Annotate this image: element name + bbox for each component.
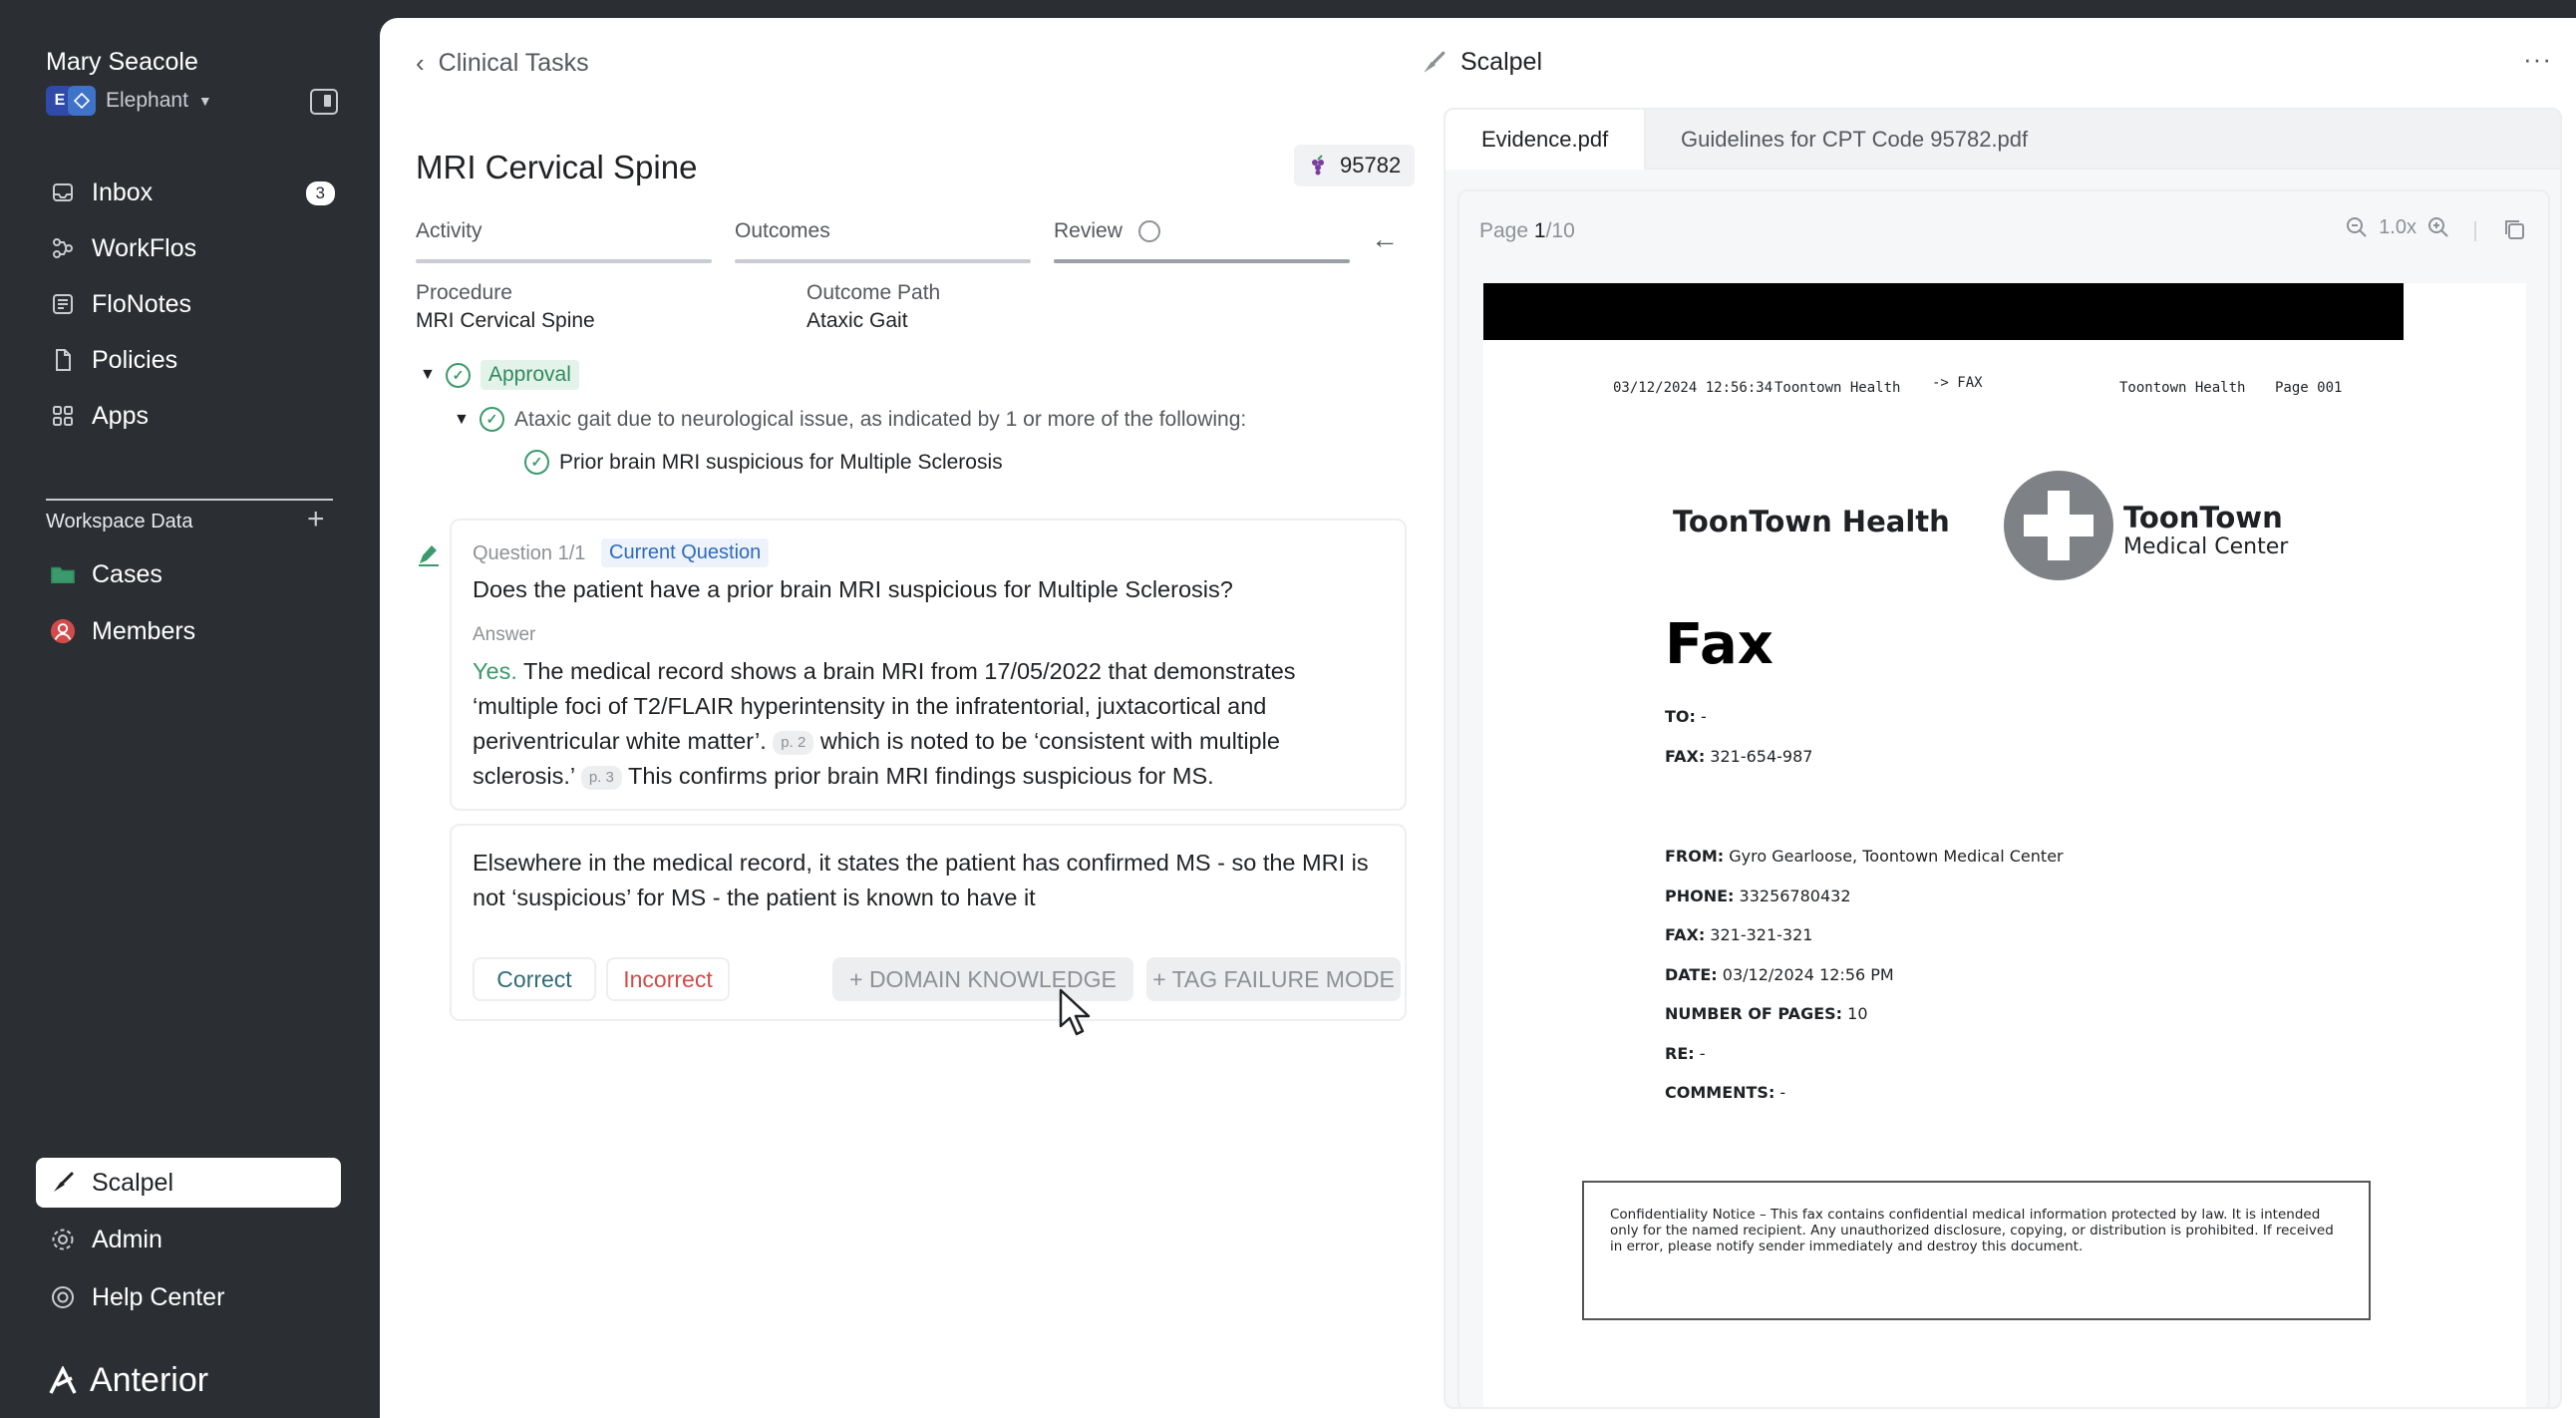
correct-button[interactable]: Correct (473, 957, 596, 1001)
back-to-clinical-tasks[interactable] (416, 48, 589, 79)
page-indicator (1479, 219, 1575, 243)
field-value: Gyro Gearloose, Toontown Medical Center (1724, 847, 2064, 866)
page-reference-2[interactable]: p. 2 (773, 731, 813, 755)
redaction-bar (1483, 283, 2404, 340)
inbox-count-badge: 3 (306, 181, 335, 205)
sidebar-item-label: Members (92, 616, 196, 645)
answer-part-3: This confirms prior brain MRI findings suspicious for MS. (621, 763, 1214, 789)
sidebar-item-flonotes[interactable] (36, 279, 341, 329)
workspace-data-heading: Workspace Data (46, 511, 193, 532)
answer-yes: Yes. (473, 658, 517, 684)
notes-icon (50, 291, 76, 317)
sidebar-item-help[interactable] (36, 1272, 341, 1322)
tab-review-label: Review (1054, 219, 1123, 242)
field-label: TO: (1665, 707, 1696, 726)
fax-field-to (1665, 707, 1707, 726)
chevron-left-icon: ‹ (416, 48, 425, 78)
triangle-down-icon: ▼ (420, 366, 436, 383)
collapse-sidebar-icon[interactable] (310, 89, 338, 115)
medical-center-logo-line2: Medical Center (2123, 534, 2289, 559)
gear-icon (50, 1227, 76, 1252)
field-label: FROM: (1665, 847, 1725, 866)
answer-text (473, 654, 1370, 794)
field-label: FAX: (1665, 925, 1706, 944)
sidebar-item-label: Scalpel (92, 1168, 173, 1197)
question-text: Does the patient have a prior brain MRI suspicious for Multiple Sclerosis? (473, 576, 1233, 602)
field-value: 03/12/2024 12:56 PM (1717, 965, 1894, 984)
fax-field-fax-2 (1665, 925, 1812, 944)
criterion-text: Ataxic gait due to neurological issue, as indicated by 1 or more of the following: (514, 407, 1247, 431)
page-reference-3[interactable]: p. 3 (581, 766, 622, 790)
inbox-icon (50, 179, 76, 205)
workspace-name: Elephant (106, 89, 188, 112)
tab-review-underline (1054, 259, 1350, 263)
task-tabs (416, 219, 1413, 269)
sidebar-item-members[interactable] (36, 606, 341, 656)
incorrect-button[interactable]: Incorrect (606, 957, 730, 1001)
tab-activity[interactable]: Activity (416, 219, 483, 242)
answer-label: Answer (473, 624, 536, 645)
field-value: 321-321-321 (1705, 925, 1813, 944)
medical-center-logo-line1: ToonTown (2123, 501, 2283, 534)
feedback-text[interactable]: Elsewhere in the medical record, it states the patient has confirmed MS - so the MRI is not ‘suspicious’ for MS - the patient is known to have it (473, 850, 1369, 910)
tab-outcomes-underline (735, 259, 1031, 263)
page-prefix: Page (1479, 219, 1534, 242)
tab-activity-underline (416, 259, 712, 263)
sidebar-item-label: Help Center (92, 1282, 225, 1311)
check-circle-icon: ✓ (446, 363, 471, 388)
tree-criterion-row[interactable] (454, 407, 1246, 432)
tag-failure-mode-button[interactable]: + TAG FAILURE MODE (1146, 957, 1401, 1001)
arrow-left-icon[interactable]: ← (1371, 223, 1399, 254)
procedure-label: Procedure (416, 281, 512, 304)
answer-part-1: The medical record shows a brain MRI from 17/05/2022 that demonstrates ‘multiple foci of T2/FLAIR hyperintensity in the infratentorial, juxtacortical and periventricular white matter’. (473, 658, 1296, 754)
user-name: Mary Seacole (46, 48, 198, 76)
grapes-icon (1308, 155, 1330, 177)
field-label: RE: (1665, 1044, 1695, 1063)
field-value: - (1774, 1083, 1786, 1102)
zoom-controls (2345, 215, 2450, 239)
scalpel-icon (1421, 50, 1447, 76)
sidebar-item-scalpel[interactable] (36, 1158, 341, 1208)
document-icon (50, 347, 76, 373)
confidentiality-notice: Confidentiality Notice – This fax contains confidential medical information protected by law. It is intended only for the named recipient. Any unauthorized disclosure, copying, or distribution is prohibited. If received in error, please notify sender immediately and destroy this document. (1582, 1181, 2371, 1320)
field-value: 10 (1842, 1004, 1868, 1023)
approval-tag: Approval (481, 360, 579, 390)
fax-field-pages (1665, 1004, 1868, 1023)
page-title: MRI Cervical Spine (416, 149, 698, 185)
document-tabs (1446, 110, 2562, 170)
page-current: 1 (1533, 219, 1546, 242)
check-circle-icon: ✓ (480, 407, 504, 432)
cpt-code: 95782 (1340, 153, 1402, 177)
pdf-page (1483, 283, 2526, 1409)
triangle-down-icon: ▼ (454, 410, 470, 428)
app-title (1421, 48, 1542, 77)
folder-icon (50, 561, 76, 587)
progress-circle-icon (1138, 220, 1160, 242)
page-total: /10 (1545, 219, 1575, 242)
brand-logo (48, 1361, 208, 1400)
check-circle-icon: ✓ (524, 450, 549, 475)
zoom-in-icon[interactable] (2426, 215, 2450, 239)
workspace-badge-e: E (46, 86, 74, 116)
sidebar-item-label: Inbox (92, 177, 154, 206)
fax-field-date (1665, 965, 1894, 984)
field-label: FAX: (1665, 747, 1706, 766)
medical-cross-logo-icon (2004, 471, 2113, 580)
chevron-down-icon: ▼ (197, 93, 212, 109)
answer-part-2: which is noted to be ‘consistent with multiple sclerosis.’ (473, 728, 1280, 789)
field-value: 321-654-987 (1705, 747, 1813, 766)
field-value: - (1695, 707, 1707, 726)
fax-header-org-2: Toontown Health (2119, 380, 2246, 396)
anterior-logo-icon (48, 1366, 78, 1396)
section-divider (46, 499, 333, 501)
fax-header-datetime: 03/12/2024 12:56:34 (1613, 380, 1773, 396)
mouse-cursor-icon (1059, 988, 1101, 1038)
cpt-code-badge (1294, 145, 1415, 186)
fax-title: Fax (1665, 612, 1773, 677)
workflow-icon (50, 235, 76, 261)
members-icon (50, 618, 76, 644)
edit-pen-icon (416, 541, 442, 567)
sidebar-item-label: FloNotes (92, 289, 192, 318)
field-label: NUMBER OF PAGES: (1665, 1004, 1843, 1023)
sidebar-item-policies[interactable] (36, 335, 341, 385)
tab-guidelines-pdf[interactable]: Guidelines for CPT Code 95782.pdf (1681, 127, 2029, 152)
zoom-level: 1.0x (2379, 215, 2416, 238)
sidebar (0, 0, 380, 1418)
sidebar-item-admin[interactable] (36, 1215, 341, 1264)
sidebar-item-label: Apps (92, 401, 149, 430)
sidebar-item-label: Policies (92, 345, 178, 374)
current-question-tag: Current Question (601, 538, 769, 567)
brand-name: Anterior (90, 1361, 209, 1399)
toontown-health-logo: ToonTown Health (1673, 505, 1950, 538)
add-icon[interactable]: + (307, 503, 325, 535)
sidebar-item-inbox[interactable] (36, 168, 341, 217)
field-value: 33256780432 (1734, 886, 1851, 905)
fax-header-page: Page 001 (2275, 380, 2343, 396)
scalpel-icon (50, 1170, 76, 1196)
sidebar-item-label: Cases (92, 559, 162, 588)
toolbar-divider (2474, 221, 2476, 241)
outcome-path-value: Ataxic Gait (806, 309, 908, 332)
document-viewer (1444, 108, 2562, 1409)
field-value: - (1694, 1044, 1706, 1063)
copy-icon[interactable] (2502, 217, 2526, 241)
workspace-globe-icon (68, 86, 96, 116)
breadcrumb: Clinical Tasks (438, 49, 589, 77)
sidebar-item-label: Admin (92, 1225, 162, 1253)
tree-subcriterion-row[interactable] (524, 450, 1003, 475)
outcome-path-label: Outcome Path (806, 281, 941, 304)
field-label: PHONE: (1665, 886, 1735, 905)
fax-header-fax: -> FAX (1932, 375, 1983, 391)
question-card (450, 519, 1407, 811)
fax-field-phone (1665, 886, 1851, 905)
sidebar-item-workflos[interactable] (36, 223, 341, 273)
sidebar-item-apps[interactable] (36, 391, 341, 441)
workspace-avatar (46, 86, 96, 116)
fax-field-comments (1665, 1083, 1785, 1102)
pdf-viewport[interactable] (1457, 189, 2550, 1409)
field-label: COMMENTS: (1665, 1083, 1775, 1102)
tab-evidence-pdf[interactable]: Evidence.pdf (1446, 110, 1646, 170)
tab-outcomes[interactable]: Outcomes (735, 219, 830, 242)
fax-field-from (1665, 847, 2064, 866)
more-options-icon[interactable]: ··· (2523, 44, 2552, 74)
subcriterion-text: Prior brain MRI suspicious for Multiple Sclerosis (559, 450, 1003, 474)
field-label: DATE: (1665, 965, 1718, 984)
tab-review[interactable] (1054, 219, 1160, 243)
procedure-value: MRI Cervical Spine (416, 309, 595, 332)
main-panel (380, 18, 2576, 1418)
apps-grid-icon (50, 403, 76, 429)
fax-header-org: Toontown Health (1774, 380, 1901, 396)
help-lifebuoy-icon (50, 1284, 76, 1310)
tree-approval-row[interactable] (420, 360, 579, 390)
add-domain-knowledge-button[interactable]: + DOMAIN KNOWLEDGE (832, 957, 1133, 1001)
feedback-card (450, 824, 1407, 1021)
question-number: Question 1/1 (473, 542, 586, 564)
app-title-label: Scalpel (1460, 48, 1542, 76)
sidebar-item-label: WorkFlos (92, 233, 197, 262)
workspace-switcher[interactable] (46, 86, 212, 116)
zoom-out-icon[interactable] (2345, 215, 2369, 239)
fax-field-re (1665, 1044, 1706, 1063)
sidebar-item-cases[interactable] (36, 549, 341, 599)
fax-field-fax (1665, 747, 1812, 766)
